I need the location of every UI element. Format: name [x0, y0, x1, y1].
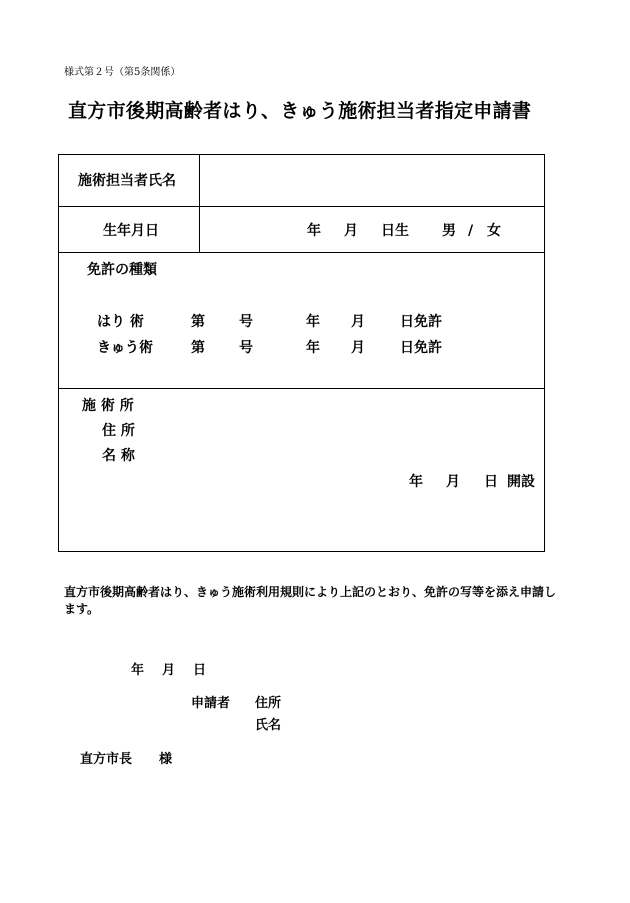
clinic-name-label: 名 称 [102, 448, 135, 464]
application-date-month: 月 [162, 663, 176, 678]
sex-male-option[interactable]: 男 [442, 223, 456, 239]
license-kyu-year: 年 [306, 340, 320, 356]
birth-day-unit: 日生 [381, 223, 409, 239]
license-hari-month: 月 [351, 314, 365, 330]
applicant-label: 申請者 [191, 696, 231, 711]
license-hari-no-prefix: 第 [191, 314, 205, 330]
row-divider [59, 252, 544, 253]
form-number: 様式第２号（第5条関係） [64, 67, 181, 78]
practitioner-name-label: 施術担当者氏名 [78, 173, 176, 189]
license-hari-no-suffix: 号 [239, 314, 253, 330]
license-hari-type: はり 術 [97, 314, 144, 330]
declaration-text: 直方市後期高齢者はり、きゅう施術利用規則により上記のとおり、免許の写等を添え申請します。 [64, 585, 557, 616]
application-form-table [58, 154, 545, 552]
birthdate-label: 生年月日 [103, 223, 159, 239]
clinic-address-label: 住 所 [102, 423, 135, 439]
license-type-label: 免許の種類 [87, 262, 157, 278]
established-text: 開設 [507, 474, 535, 490]
application-date-year: 年 [131, 663, 145, 678]
license-kyu-no-suffix: 号 [239, 340, 253, 356]
applicant-address-label: 住所 [255, 696, 282, 711]
established-month: 月 [446, 474, 460, 490]
license-hari-day: 日免許 [400, 314, 442, 330]
birth-year-unit: 年 [307, 223, 321, 239]
established-day: 日 [484, 474, 498, 490]
addressee: 直方市長 [80, 752, 133, 767]
birth-month-unit: 月 [344, 223, 358, 239]
sex-separator: / [468, 223, 474, 239]
row-divider [59, 388, 544, 389]
license-kyu-month: 月 [351, 340, 365, 356]
license-kyu-type: きゅう術 [97, 340, 153, 356]
license-kyu-day: 日免許 [400, 340, 442, 356]
license-kyu-no-prefix: 第 [191, 340, 205, 356]
addressee-honorific: 様 [159, 752, 173, 767]
row-divider [59, 206, 544, 207]
clinic-label: 施 術 所 [82, 398, 134, 414]
page-title: 直方市後期高齢者はり、きゅう施術担当者指定申請書 [68, 100, 532, 122]
license-hari-year: 年 [306, 314, 320, 330]
established-year: 年 [409, 474, 423, 490]
applicant-name-label: 氏名 [255, 718, 282, 733]
application-date-day: 日 [193, 663, 207, 678]
column-divider [199, 155, 200, 252]
sex-female-option[interactable]: 女 [487, 223, 501, 239]
